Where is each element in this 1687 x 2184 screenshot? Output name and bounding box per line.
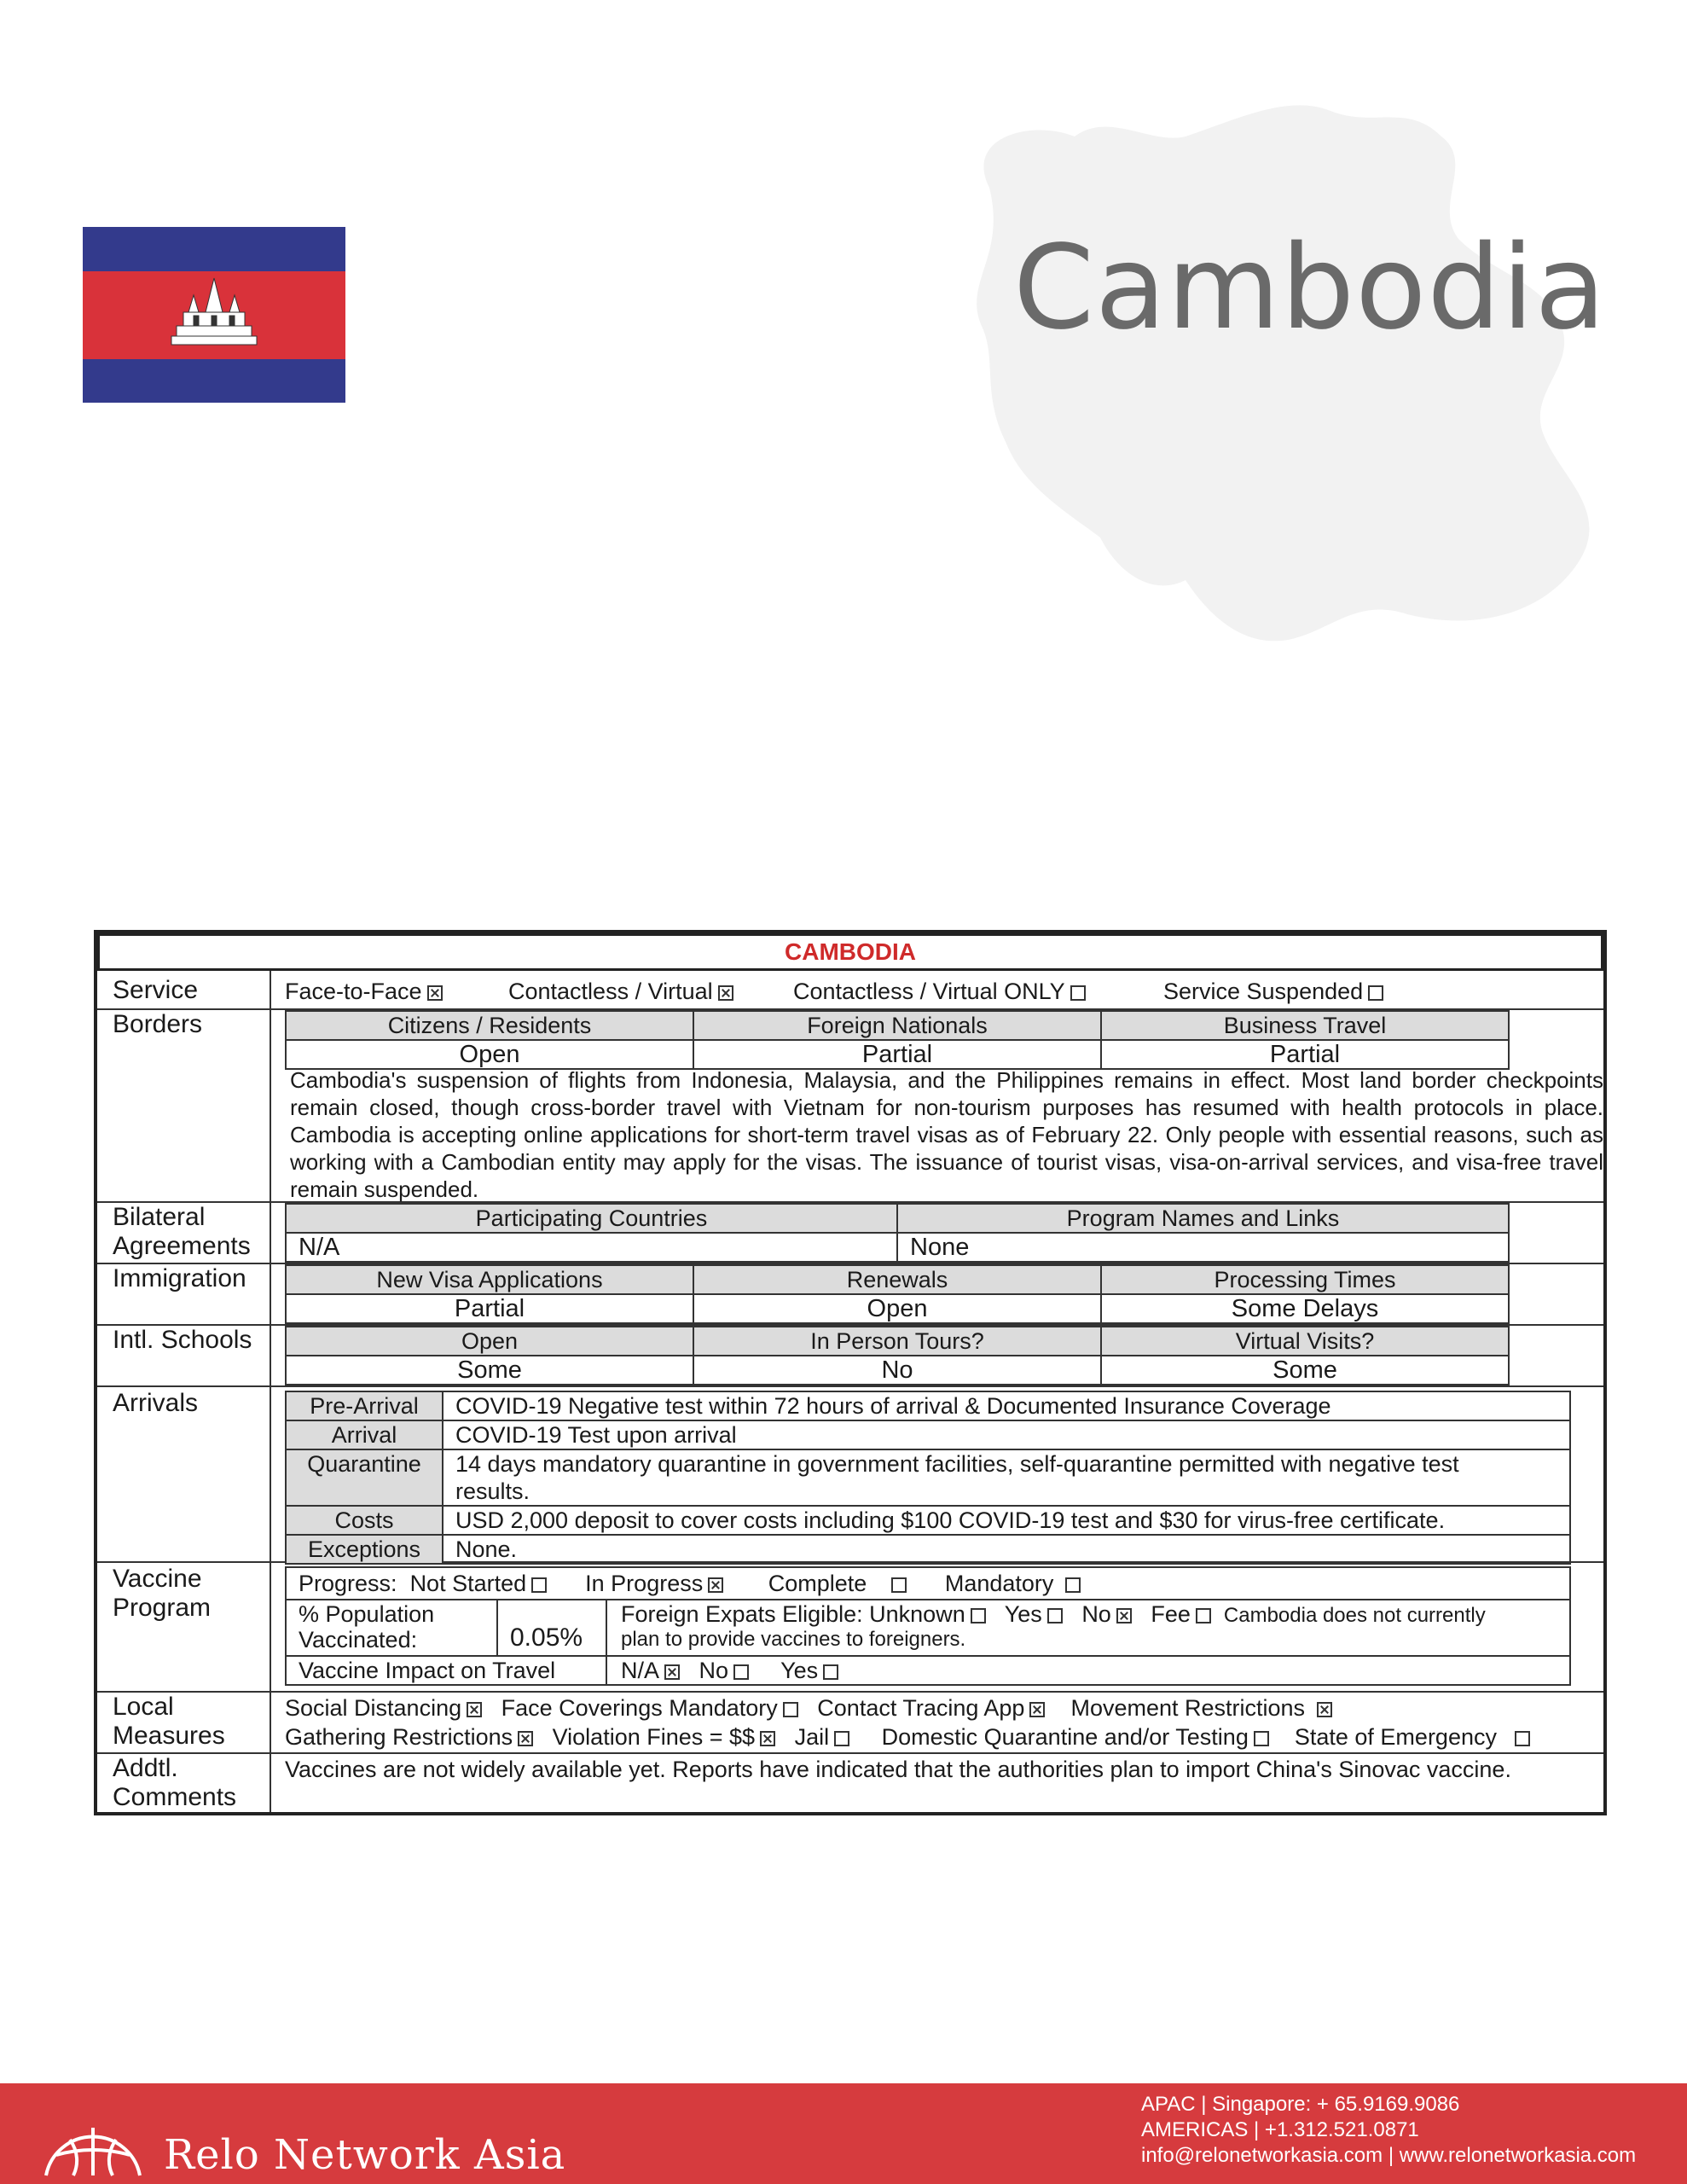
checkbox-empty-icon xyxy=(733,1664,749,1680)
table-row xyxy=(287,1450,1569,1507)
immigration-val-new: Partial xyxy=(287,1295,694,1322)
checkbox-empty-icon xyxy=(531,1577,547,1593)
checkbox-checked-icon xyxy=(427,985,443,1001)
footer-contact-web[interactable]: info@relonetworkasia.com | www.relonetworkasia.com xyxy=(1141,2144,1637,2167)
bilateral-head-programs: Program Names and Links xyxy=(1066,1205,1340,1231)
local-measures-line-1: Social Distancing Face Coverings Mandatory Contact Tracing App Movement Restrictions xyxy=(285,1694,1332,1722)
schools-label: Intl. Schools xyxy=(113,1326,252,1354)
vaccine-impact-label: Vaccine Impact on Travel xyxy=(299,1658,556,1683)
borders-label: Borders xyxy=(113,1010,203,1038)
checkbox-empty-icon xyxy=(1047,1608,1063,1623)
service-face-to-face: Face-to-Face xyxy=(285,978,443,1005)
arrivals-value: USD 2,000 deposit to cover costs including $100 COVID-19 test and $30 for virus-free certificate. xyxy=(455,1507,1446,1533)
borders-head-foreign: Foreign Nationals xyxy=(694,1012,1102,1039)
borders-val-business: Partial xyxy=(1269,1041,1341,1068)
local-label-1: Local xyxy=(113,1693,174,1721)
service-label: Service xyxy=(113,976,199,1004)
service-suspended: Service Suspended xyxy=(1163,978,1383,1005)
arrivals-value: 14 days mandatory quarantine in government facilities, self-quarantine permitted with negative test results. xyxy=(455,1451,1459,1504)
arrivals-value: None. xyxy=(455,1536,518,1562)
row-divider xyxy=(97,1752,1603,1754)
checkbox-checked-icon xyxy=(1116,1608,1132,1623)
vaccine-expats-note: plan to provide vaccines to foreigners. xyxy=(621,1628,966,1651)
checkbox-empty-icon xyxy=(823,1664,838,1680)
immigration-grid xyxy=(285,1264,1510,1324)
immigration-head-processing: Processing Times xyxy=(1214,1267,1396,1292)
bilateral-grid xyxy=(285,1203,1510,1263)
comments-label-2: Comments xyxy=(113,1783,237,1811)
checkbox-empty-icon xyxy=(971,1608,986,1623)
checkbox-checked-icon xyxy=(1029,1702,1045,1717)
cambodia-flag xyxy=(83,227,345,403)
vaccine-expats: Foreign Expats Eligible: Unknown Yes No Fee Cambodia does not currently xyxy=(621,1601,1486,1627)
arrivals-key: Costs xyxy=(287,1507,443,1534)
borders-val-citizens: Open xyxy=(287,1041,694,1068)
footer-contact-americas: AMERICAS | +1.312.521.0871 xyxy=(1141,2118,1419,2141)
footer-brand: Relo Network Asia xyxy=(164,2131,566,2179)
bilateral-label-2: Agreements xyxy=(113,1232,251,1260)
table-header-title: CAMBODIA xyxy=(785,938,916,965)
table-row xyxy=(287,1421,1569,1450)
local-measures-line-2: Gathering Restrictions Violation Fines = $$ Jail Domestic Quarantine and/or Testing State of Emergency xyxy=(285,1723,1530,1751)
arrivals-key: Pre-Arrival xyxy=(287,1392,443,1420)
table-header xyxy=(97,933,1603,971)
footer-contact xyxy=(1141,2092,1636,2169)
checkbox-empty-icon xyxy=(1070,985,1086,1001)
vaccine-population-label-2: Vaccinated: xyxy=(299,1627,418,1653)
checkbox-checked-icon xyxy=(467,1702,482,1717)
arrivals-label: Arrivals xyxy=(113,1389,199,1417)
immigration-label: Immigration xyxy=(113,1264,246,1292)
checkbox-empty-icon xyxy=(1515,1731,1530,1746)
vaccine-table xyxy=(285,1566,1571,1686)
checkbox-empty-icon xyxy=(1196,1608,1211,1623)
covid-report-table xyxy=(94,930,1607,1815)
checkbox-empty-icon xyxy=(891,1577,907,1593)
service-contactless-only: Contactless / Virtual ONLY xyxy=(793,978,1086,1005)
vaccine-population-value: 0.05% xyxy=(510,1623,583,1652)
vaccine-population-label-1: % Population xyxy=(299,1601,435,1627)
borders-note: Cambodia's suspension of flights from Indonesia, Malaysia, and the Philippines remains in effect. Most land border checkpoints remain closed, though cross-border travel with Vietnam for non-tourism purposes has resumed with health protocols in place. Cambodia is accepting online applications for short-term travel visas as of February 22. Only people with essential reasons, such as working with a Cambodian entity may apply for the visas. The issuance of tourist visas, visa-on-arrival services, and visa-free travel remain suspended. xyxy=(290,1067,1603,1202)
borders-val-foreign: Partial xyxy=(694,1041,1102,1068)
arrivals-value: COVID-19 Negative test within 72 hours of arrival & Documented Insurance Coverage xyxy=(455,1393,1331,1419)
table-row xyxy=(287,1392,1569,1421)
bilateral-label-1: Bilateral xyxy=(113,1203,206,1231)
arrivals-key: Arrival xyxy=(287,1421,443,1449)
checkbox-checked-icon xyxy=(708,1577,723,1593)
checkbox-checked-icon xyxy=(664,1664,680,1680)
borders-head-business: Business Travel xyxy=(1223,1013,1387,1038)
globe-logo-icon xyxy=(38,2090,148,2184)
schools-val-tours: No xyxy=(694,1356,1102,1384)
arrivals-key: Quarantine xyxy=(287,1450,443,1505)
country-map-silhouette xyxy=(930,85,1629,648)
page-title: Cambodia xyxy=(1013,221,1607,356)
checkbox-checked-icon xyxy=(518,1731,533,1746)
service-contactless: Contactless / Virtual xyxy=(508,978,733,1005)
table-row xyxy=(287,1536,1569,1563)
vaccine-label-2: Program xyxy=(113,1594,212,1622)
footer-contact-apac: APAC | Singapore: + 65.9169.9086 xyxy=(1141,2093,1460,2116)
schools-grid xyxy=(285,1326,1510,1385)
schools-head-open: Open xyxy=(287,1327,694,1355)
row-divider xyxy=(97,1385,1603,1387)
schools-head-virtual: Virtual Visits? xyxy=(1235,1328,1375,1354)
comments-label-1: Addtl. xyxy=(113,1754,178,1782)
checkbox-empty-icon xyxy=(1065,1577,1081,1593)
immigration-val-renewals: Open xyxy=(694,1295,1102,1322)
vaccine-progress: Progress: Not Started In Progress Complete Mandatory xyxy=(299,1570,1081,1597)
arrivals-table xyxy=(285,1391,1571,1565)
schools-val-virtual: Some xyxy=(1272,1356,1337,1384)
bilateral-val-programs: None xyxy=(910,1234,970,1261)
borders-head-citizens: Citizens / Residents xyxy=(287,1012,694,1039)
immigration-head-new: New Visa Applications xyxy=(287,1266,694,1293)
immigration-val-processing: Some Delays xyxy=(1231,1295,1379,1322)
checkbox-empty-icon xyxy=(1254,1731,1269,1746)
schools-head-tours: In Person Tours? xyxy=(694,1327,1102,1355)
bilateral-head-countries: Participating Countries xyxy=(287,1205,898,1232)
schools-val-open: Some xyxy=(287,1356,694,1384)
local-label-2: Measures xyxy=(113,1722,225,1750)
checkbox-empty-icon xyxy=(1368,985,1383,1001)
checkbox-checked-icon xyxy=(1317,1702,1332,1717)
footer-bar xyxy=(0,2083,1687,2184)
arrivals-key: Exceptions xyxy=(287,1536,443,1563)
vaccine-label-1: Vaccine xyxy=(113,1565,202,1593)
arrivals-value: COVID-19 Test upon arrival xyxy=(455,1422,737,1448)
checkbox-empty-icon xyxy=(834,1731,849,1746)
row-divider xyxy=(97,1691,1603,1693)
checkbox-checked-icon xyxy=(760,1731,775,1746)
label-column-divider xyxy=(270,971,271,1812)
immigration-head-renewals: Renewals xyxy=(694,1266,1102,1293)
checkbox-checked-icon xyxy=(718,985,733,1001)
borders-grid xyxy=(285,1010,1510,1070)
bilateral-val-countries: N/A xyxy=(287,1234,898,1261)
table-row xyxy=(287,1507,1569,1536)
checkbox-empty-icon xyxy=(783,1702,798,1717)
vaccine-impact-options: N/A No Yes xyxy=(621,1657,838,1684)
comments-text: Vaccines are not widely available yet. Reports have indicated that the authorities plan to import China's Sinovac vaccine. xyxy=(285,1757,1511,1782)
